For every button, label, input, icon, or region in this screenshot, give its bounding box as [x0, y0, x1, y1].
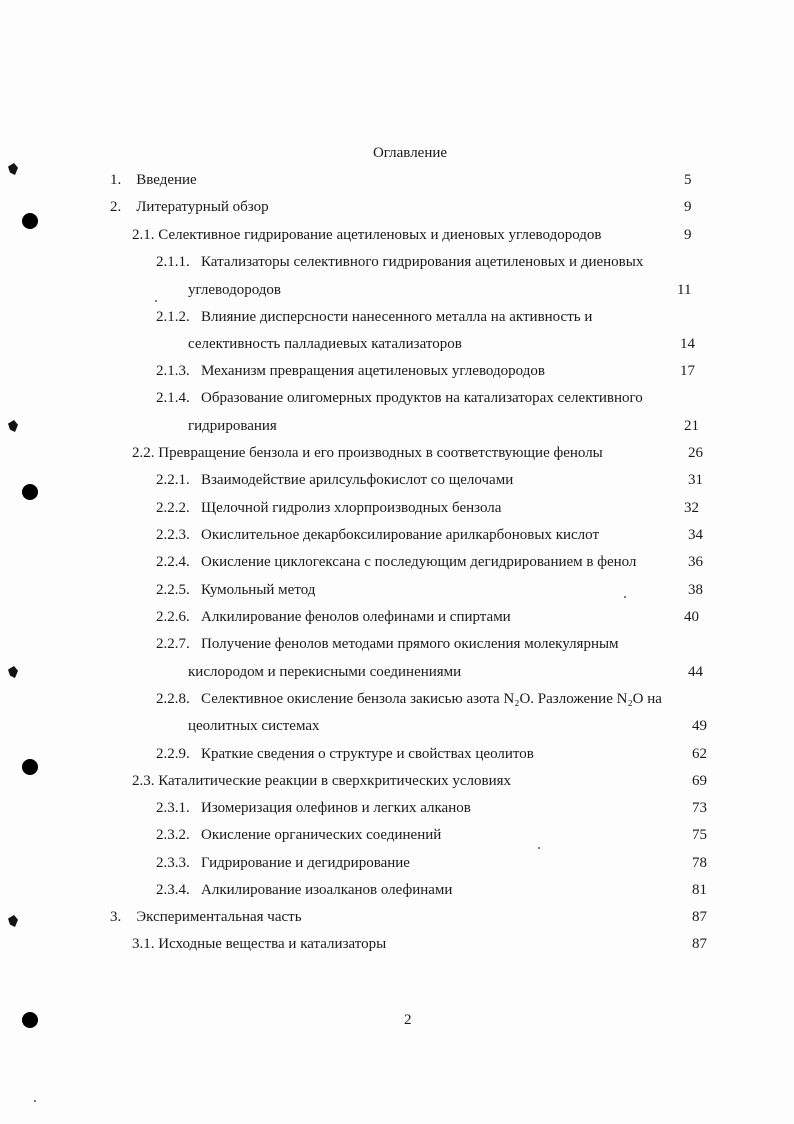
toc-page-number: 9: [684, 227, 692, 243]
toc-entry-text: Селективное окисление бензола закисью азота N₂O. Разложение N₂O на: [201, 691, 662, 707]
scan-mark: [8, 666, 18, 678]
toc-entry-continuation: гидрирования: [188, 418, 277, 434]
toc-entry-number: 3.1.: [132, 936, 155, 952]
toc-entry: [156, 745, 534, 763]
toc-page-number: 21: [684, 418, 699, 434]
toc-entry-number: 2.2.7.: [156, 636, 190, 652]
toc-entry-text: Экспериментальная часть: [136, 909, 302, 925]
toc-entry-text: Щелочной гидролиз хлорпроизводных бензола: [201, 500, 502, 516]
toc-entry: [132, 935, 386, 953]
toc-page-number: 32: [684, 500, 699, 516]
toc-page-number: 73: [692, 800, 707, 816]
toc-entry-continuation: углеводородов: [188, 282, 281, 298]
toc-entry-number: 2.1.1.: [156, 254, 190, 270]
scan-speck: [624, 596, 626, 598]
toc-entry-text: Селективное гидрирование ацетиленовых и диеновых углеводородов: [158, 227, 602, 243]
toc-entry-text: Окисление циклогексана с последующим дегидрированием в фенол: [201, 554, 637, 570]
binder-hole: [22, 1012, 38, 1028]
toc-title: Оглавление: [372, 145, 448, 161]
toc-page-number: 9: [684, 199, 692, 215]
toc-page-number: 87: [692, 936, 707, 952]
page-number: 2: [404, 1012, 412, 1028]
toc-entry: [132, 444, 603, 462]
toc-entry-number: 2.1.4.: [156, 390, 190, 406]
toc-entry-text: Превращение бензола и его производных в соответствующие фенолы: [158, 445, 603, 461]
toc-entry: [156, 581, 315, 599]
toc-entry-number: 2.2.8.: [156, 691, 190, 707]
scan-speck: [155, 300, 157, 302]
toc-entry-text: Изомеризация олефинов и легких алканов: [201, 800, 471, 816]
toc-entry-text: Получение фенолов методами прямого окисления молекулярным: [201, 636, 619, 652]
toc-page-number: 26: [688, 445, 703, 461]
toc-page-number: 69: [692, 773, 707, 789]
toc-entry: [156, 854, 410, 872]
toc-page-number: 34: [688, 527, 703, 543]
toc-entry-number: 2.1.3.: [156, 363, 190, 379]
toc-entry-continuation: кислородом и перекисными соединениями: [188, 664, 462, 680]
toc-entry: [156, 635, 619, 653]
toc-entry: [156, 499, 501, 517]
toc-entry: [156, 690, 662, 708]
toc-entry: [132, 772, 511, 790]
scan-mark: [8, 420, 18, 432]
toc-page-number: 38: [688, 582, 703, 598]
toc-page-number: 62: [692, 746, 707, 762]
toc-page-number: 44: [688, 664, 703, 680]
toc-entry-text: Окислительное декарбоксилирование арилкарбоновых кислот: [201, 527, 600, 543]
toc-entry: [110, 198, 269, 216]
toc-entry: [156, 608, 511, 626]
toc-entry-text: Краткие сведения о структуре и свойствах цеолитов: [201, 746, 534, 762]
binder-hole: [22, 213, 38, 229]
toc-entry-number: 2.2.: [132, 445, 155, 461]
toc-entry: [156, 526, 599, 544]
toc-entry: [156, 389, 643, 407]
toc-entry-text: Гидрирование и дегидрирование: [201, 855, 410, 871]
scan-mark: [8, 163, 18, 175]
toc-page-number: 11: [677, 282, 692, 298]
toc-page-number: 36: [688, 554, 703, 570]
toc-entry: [110, 171, 197, 189]
toc-entry-number: 2.3.4.: [156, 882, 190, 898]
toc-entry-number: 2.3.: [132, 773, 155, 789]
toc-entry-number: 2.2.6.: [156, 609, 190, 625]
toc-entry: [156, 253, 643, 271]
scan-speck: [538, 847, 540, 849]
scan-mark: [8, 915, 18, 927]
toc-entry: [156, 308, 592, 326]
toc-entry: [110, 908, 302, 926]
toc-page-number: 17: [680, 363, 695, 379]
toc-entry: [156, 471, 513, 489]
toc-entry-number: 2.2.5.: [156, 582, 190, 598]
toc-entry: [156, 553, 636, 571]
toc-entry-number: 2.2.9.: [156, 746, 190, 762]
toc-entry-number: 2.1.: [132, 227, 155, 243]
toc-page-number: 5: [684, 172, 692, 188]
toc-entry-text: Влияние дисперсности нанесенного металла на активность и: [201, 309, 593, 325]
toc-entry-number: 3.: [110, 909, 122, 925]
toc-entry-continuation: селективность палладиевых катализаторов: [188, 336, 462, 352]
toc-entry: [156, 881, 452, 899]
toc-entry-number: 1.: [110, 172, 122, 188]
toc-entry-number: 2.2.1.: [156, 472, 190, 488]
toc-entry-text: Литературный обзор: [136, 199, 269, 215]
binder-hole: [22, 759, 38, 775]
toc-page-number: 49: [692, 718, 707, 734]
toc-entry-text: Катализаторы селективного гидрирования ацетиленовых и диеновых: [201, 254, 644, 270]
toc-entry-continuation: цеолитных системах: [188, 718, 320, 734]
toc-page-number: 81: [692, 882, 707, 898]
toc-entry-text: Исходные вещества и катализаторы: [158, 936, 387, 952]
toc-entry-number: 2.3.1.: [156, 800, 190, 816]
toc-page-number: 87: [692, 909, 707, 925]
toc-entry-number: 2.3.2.: [156, 827, 190, 843]
toc-entry-text: Алкилирование фенолов олефинами и спиртами: [201, 609, 511, 625]
toc-entry-text: Алкилирование изоалканов олефинами: [201, 882, 453, 898]
toc-page-number: 78: [692, 855, 707, 871]
toc-entry-text: Образование олигомерных продуктов на катализаторах селективного: [201, 390, 643, 406]
toc-entry: [156, 362, 545, 380]
toc-entry-text: Окисление органических соединений: [201, 827, 442, 843]
toc-entry-number: 2.2.2.: [156, 500, 190, 516]
toc-entry-number: 2.1.2.: [156, 309, 190, 325]
toc-entry-text: Каталитические реакции в сверхкритических условиях: [158, 773, 512, 789]
toc-page-number: 14: [680, 336, 695, 352]
toc-entry-number: 2.2.3.: [156, 527, 190, 543]
toc-page-number: 40: [684, 609, 699, 625]
toc-page-number: 75: [692, 827, 707, 843]
toc-entry-number: 2.: [110, 199, 122, 215]
toc-page-number: 31: [688, 472, 703, 488]
toc-entry-text: Взаимодействие арилсульфокислот со щелочами: [201, 472, 514, 488]
toc-entry-text: Кумольный метод: [201, 582, 316, 598]
toc-entry: [156, 826, 441, 844]
toc-entry-number: 2.3.3.: [156, 855, 190, 871]
toc-entry-number: 2.2.4.: [156, 554, 190, 570]
toc-entry: [156, 799, 471, 817]
toc-entry-text: Введение: [136, 172, 197, 188]
toc-entry-text: Механизм превращения ацетиленовых углеводородов: [201, 363, 545, 379]
toc-entry: [132, 226, 602, 244]
scan-speck: [34, 1100, 36, 1102]
binder-hole: [22, 484, 38, 500]
